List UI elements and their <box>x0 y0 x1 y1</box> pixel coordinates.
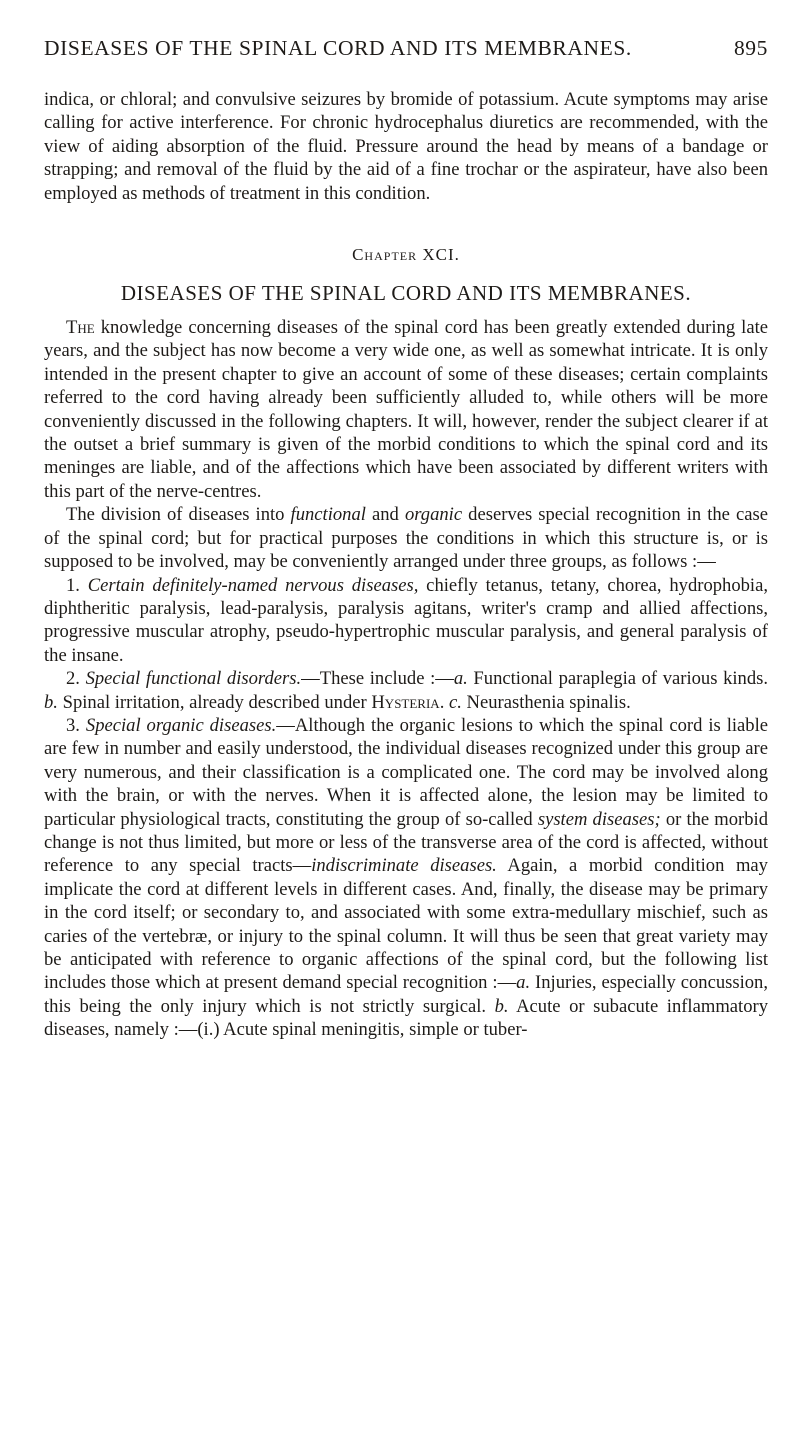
intro-paragraph <box>44 316 768 503</box>
page-number: 895 <box>733 36 768 60</box>
list-item-3 <box>44 714 768 1042</box>
sub-label: b. <box>44 691 58 713</box>
sub-label: a. <box>516 972 531 994</box>
text-run: Injuries, especially concussion, this being the only injury which is not strictly surgical. <box>44 972 768 1017</box>
item-number: 2. <box>66 668 86 690</box>
text-run: —Although the organic lesions to which the spinal cord is liable are few in number and easily understood, the individual diseases recognized under this group are very numerous, and their classification is a complicated one. The cord may be involved along with the brain, or with the nerves. When it is affected alone, the lesion may be limited to particular physiological tracts, constituting the group of so-called <box>44 714 768 830</box>
list-item-2 <box>44 667 768 714</box>
division-paragraph <box>44 503 768 573</box>
running-head-title: DISEASES OF THE SPINAL CORD AND ITS MEMBRANES. <box>44 36 632 60</box>
cross-reference: Hysteria. <box>371 691 445 713</box>
item-number: 1. <box>66 574 88 596</box>
list-item-1 <box>44 574 768 668</box>
italic-term: functional <box>290 504 366 526</box>
opening-paragraph: indica, or chloral; and convulsive seizures by bromide of potassium. Acute symptoms may arise calling for active interference. For chronic hydrocephalus diuretics are recommended, with the view of aiding absorption of the fluid. Pressure around the head by means of a bandage or strapping; and removal of the fluid by the aid of a fine trochar or the aspirateur, have also been employed as methods of treatment in this condition. <box>44 89 768 204</box>
text-run: Functional paraplegia of various kinds. <box>467 668 769 690</box>
item-heading: Special organic diseases. <box>85 714 277 736</box>
running-head <box>44 36 768 70</box>
text-run: deserves special recognition in the case of the spinal cord; but for practical purposes the conditions in which this structure is, or is supposed to be involved, may be conveniently arranged under three groups, as follows :— <box>44 504 768 573</box>
item-heading: Certain definitely-named nervous diseases, <box>87 574 419 596</box>
text-run: Neurasthenia spinalis. <box>461 691 631 713</box>
italic-term: system diseases; <box>537 808 661 830</box>
italic-term: indiscriminate diseases. <box>311 855 497 877</box>
intro-text: knowledge concerning diseases of the spinal cord has been greatly extended during late years, and the subject has now become a very wide one, as well as somewhat intricate. It is only intended in the present chapter to give an account of some of these diseases; certain complaints referred to the cord having already been sufficiently alluded to, while others will be more conveniently discussed in the following chapters. It will, however, render the subject clearer if at the outset a brief summary is given of the morbid conditions to which the spinal cord and its meninges are liable, and of the affections which have been associated by different writers with this part of the nerve-centres. <box>44 317 768 502</box>
sub-label: a. <box>453 668 468 690</box>
lead-word: The <box>66 317 95 339</box>
item-number: 3. <box>66 714 86 736</box>
item-text: chiefly tetanus, tetany, chorea, hydrophobia, diphtheritic paralysis, lead-paralysis, paralysis agitans, writer's cramp and allied affections, progressive muscular atrophy, pseudo-hypertrophic muscular paralysis, and general paralysis of the insane. <box>44 574 768 666</box>
sub-label: c. <box>449 691 462 713</box>
text-run: The division of diseases into <box>66 504 291 526</box>
chapter-number: Chapter XCI. <box>352 245 460 265</box>
text-run: Again, a morbid condition may implicate the cord at different levels in different cases. And, finally, the disease may be primary in the cord itself; or secondary to, and associated with some extra-medullary mischief, such as caries of the vertebræ, or injury to the spinal column. It will thus be seen that great variety may be anticipated with reference to organic affections of the spinal cord, but the following list includes those which at present demand special recognition :— <box>44 855 768 994</box>
item-heading: Special functional disorders. <box>85 668 302 690</box>
text-run: —These include :— <box>301 668 454 690</box>
sub-label: b. <box>494 995 509 1017</box>
chapter-title: DISEASES OF THE SPINAL CORD AND ITS MEMBRANES. <box>120 281 692 306</box>
book-page <box>44 36 768 1042</box>
text-run: Spinal irritation, already described under <box>57 691 372 713</box>
text-run: and <box>365 504 405 526</box>
text-run: or the morbid change is not thus limited, but more or less of the transverse area of the cord is affected, without reference to any special tracts— <box>44 808 768 877</box>
italic-term: organic <box>404 504 463 526</box>
text-run: Acute or subacute inflammatory diseases, namely :—(i.) Acute spinal meningitis, simple or tuber- <box>44 995 768 1041</box>
